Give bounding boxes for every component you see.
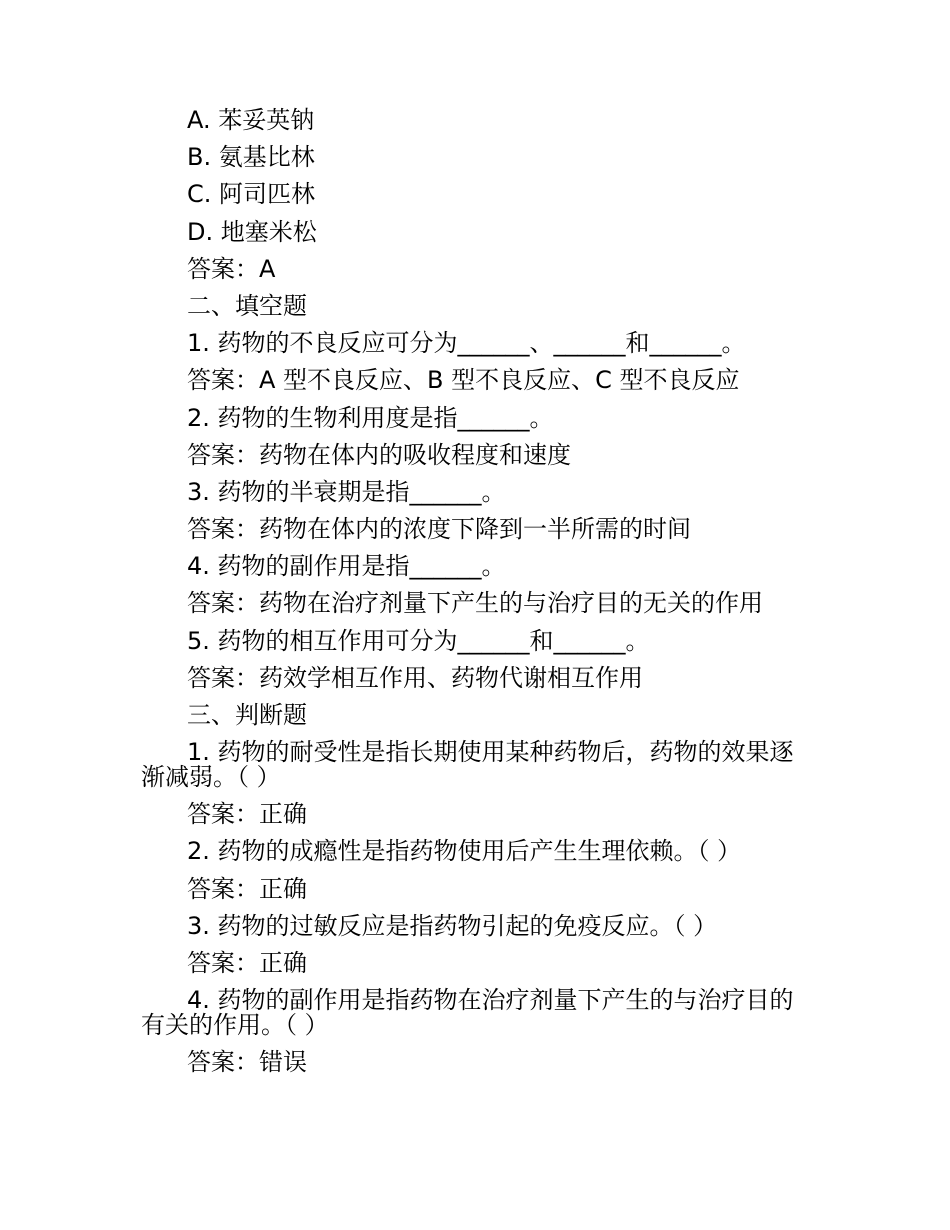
question-line: 2. 药物的生物利用度是指______。 [187, 403, 554, 432]
question-line: 2. 药物的成瘾性是指药物使用后产生生理依赖。（ ） [187, 837, 742, 866]
answer-line: 答案：药物在治疗剂量下产生的与治疗目的无关的作用 [187, 589, 763, 618]
section-heading-fill-blank: 二、填空题 [187, 291, 307, 320]
answer-line: 答案：药物在体内的吸收程度和速度 [187, 440, 571, 469]
option-d: D. 地塞米松 [187, 217, 317, 246]
answer-line: 答案：正确 [187, 948, 307, 977]
option-a: A. 苯妥英钠 [187, 106, 315, 134]
answer-line: 答案：错误 [187, 1048, 307, 1077]
question-line: 4. 药物的副作用是指药物在治疗剂量下产生的与治疗目的有关的作用。（ ） [141, 986, 794, 1040]
answer-line: 答案：正确 [187, 874, 307, 903]
answer-line: 答案：药物在体内的浓度下降到一半所需的时间 [187, 515, 691, 544]
question-line: 3. 药物的过敏反应是指药物引起的免疫反应。（ ） [187, 911, 718, 940]
answer-line: 答案：正确 [187, 800, 307, 829]
answer-line: 答案：A 型不良反应、B 型不良反应、C 型不良反应 [187, 366, 740, 395]
question-line: 5. 药物的相互作用可分为______和______。 [187, 626, 650, 655]
option-c: C. 阿司匹林 [187, 180, 316, 209]
document-content [141, 102, 813, 1081]
question-line: 3. 药物的半衰期是指______。 [187, 477, 506, 506]
option-b: B. 氨基比林 [187, 143, 315, 172]
question-line: 1. 药物的耐受性是指长期使用某种药物后，药物的效果逐渐减弱。（ ） [141, 738, 794, 792]
section-heading-true-false: 三、判断题 [187, 701, 307, 729]
question-line: 1. 药物的不良反应可分为______、______和______。 [187, 329, 746, 358]
answer-line: 答案：药效学相互作用、药物代谢相互作用 [187, 663, 643, 692]
answer-line: 答案：A [187, 254, 276, 283]
question-line: 4. 药物的副作用是指______。 [187, 552, 506, 581]
